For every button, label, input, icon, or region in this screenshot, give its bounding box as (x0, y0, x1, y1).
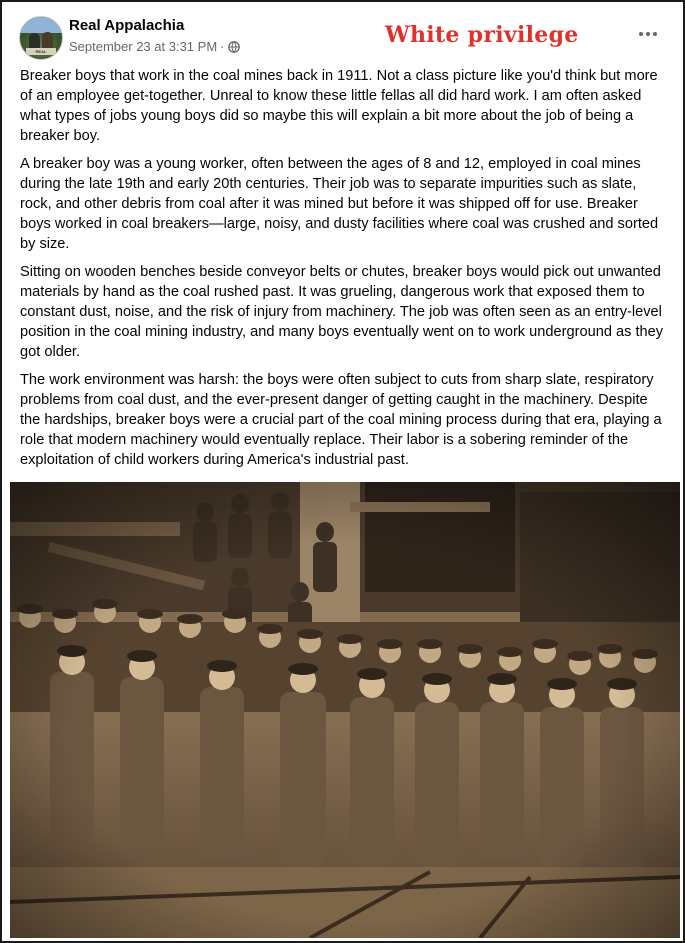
avatar-sky (20, 17, 62, 33)
globe-icon[interactable] (228, 41, 240, 53)
avatar-logo-text: REAL APPALACHIA (26, 48, 56, 55)
post-paragraph: Breaker boys that work in the coal mines back in 1911. Not a class picture like you'd think but more of an employee get-together. Unreal to know these little fellas all did hard work. I am often asked what types of jobs young boys did so maybe this will explain a bit more about the job of being a breaker boy. (20, 68, 658, 144)
post-paragraph: A breaker boy was a young worker, often between the ages of 8 and 12, employed in coal mines during the late 19th and early 20th centuries. Their job was to separate impurities such as slate, rock, and other debris from coal after it was mined but before it was shipped off for use. Breaker boys worked in coal breakers—large, noisy, and dusty facilities where coal was crushed and sorted by size. (20, 156, 659, 252)
post-photo[interactable] (10, 482, 680, 938)
post-text (20, 66, 668, 478)
timestamp-link[interactable]: September 23 at 3:31 PM (69, 39, 218, 54)
post-paragraph: The work environment was harsh: the boys were often subject to cuts from sharp slate, respiratory problems from coal dust, and the ever-present danger of getting caught in the machinery. Despite the hardships, breaker boys were a crucial part of the coal mining process during that era, playing a role that modern machinery would eventually replace. Their labor is a sobering reminder of the exploitation of child workers during America's industrial past. (20, 372, 662, 468)
more-dot-icon (653, 32, 657, 36)
post-paragraph: Sitting on wooden benches beside conveyor belts or chutes, breaker boys would pick out unwanted materials by hand as the coal rushed past. It was grueling, dangerous work that exposed them to constant dust, noise, and the risk of injury from machinery. The job was often seen as an entry-level position in the coal mining industry, and many boys eventually went on to work underground as they got older. (20, 264, 664, 360)
breaker-boys-photo-illustration (10, 482, 680, 938)
overlay-caption: White privilege (385, 22, 579, 48)
post-header (2, 2, 683, 64)
more-options-button[interactable] (634, 24, 662, 44)
avatar[interactable] (19, 16, 63, 60)
post-meta (69, 39, 240, 54)
meta-separator: · (220, 39, 225, 54)
page-name-link[interactable]: Real Appalachia (69, 17, 185, 34)
more-dot-icon (639, 32, 643, 36)
more-dot-icon (646, 32, 650, 36)
